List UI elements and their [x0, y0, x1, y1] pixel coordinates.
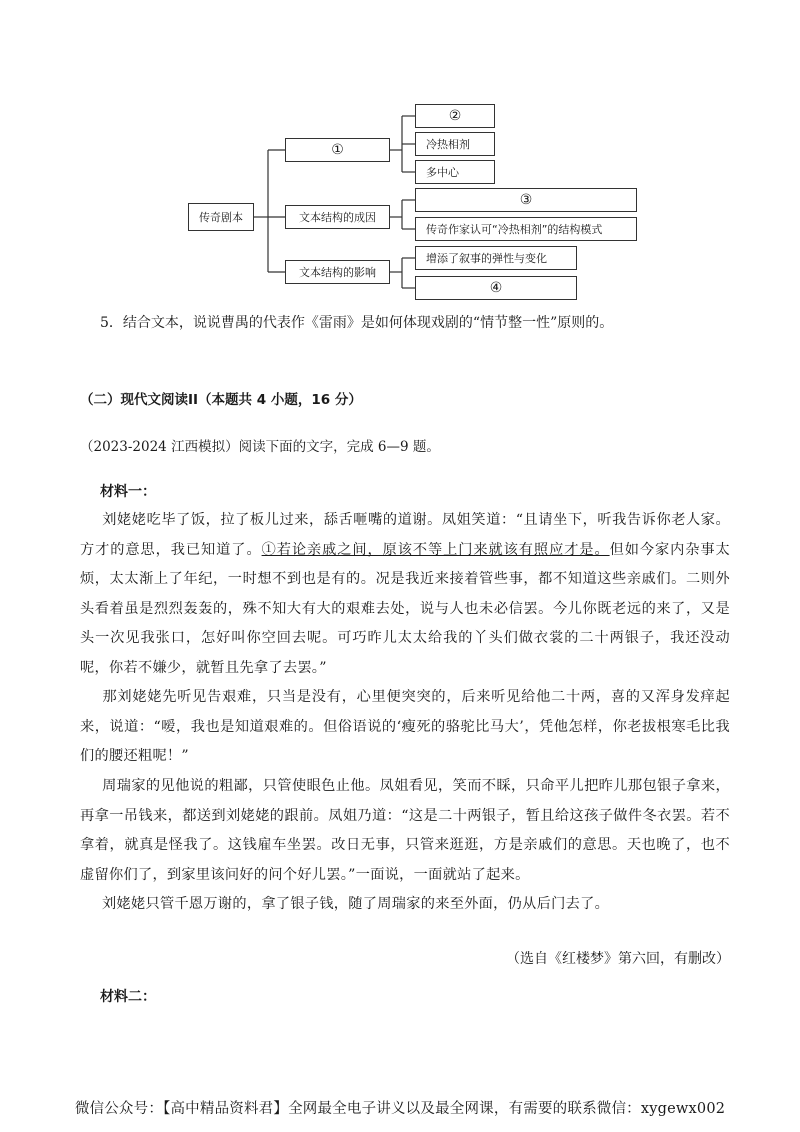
paragraph-2-text: 那刘姥姥先听见告艰难，只当是没有，心里便突突的，后来听见给他二十两，喜的又浑身发痒起来，说道：“嗳，我也是知道艰难的。但俗语说的‘瘦死的骆驼比马大’，凭他怎样，你老拔根寒毛比我们的腰还粗呢！”: [80, 689, 730, 764]
diagram-leaf-b1-1: ②: [415, 104, 495, 128]
question-5: 5．结合文本，说说曹禺的代表作《雷雨》是如何体现戏剧的“情节整一性”原则的。: [100, 315, 614, 331]
paragraph-3: [80, 772, 730, 890]
paragraph-4-text: 刘姥姥只管千恩万谢的，拿了银子钱，随了周瑞家的来至外面，仍从后门去了。: [102, 896, 610, 912]
diagram-branch-1: ①: [285, 138, 390, 162]
diagram-leaf-b1-3: 多中心: [415, 160, 495, 184]
paragraph-2: [80, 683, 730, 772]
material-2-label: 材料二：: [100, 989, 156, 1005]
material-1-label: 材料一：: [100, 484, 156, 500]
footer-watermark: 微信公众号：【高中精品资料君】全网最全电子讲义以及最全网课，有需要的联系微信：xygewx002: [74, 1101, 726, 1117]
paragraph-1: [80, 506, 730, 683]
structure-diagram: [0, 0, 800, 310]
diagram-leaf-b3-1: 增添了叙事的弹性与变化: [415, 246, 577, 270]
diagram-root: 传奇剧本: [188, 203, 254, 231]
citation: （选自《红楼梦》第六回，有删改）: [506, 951, 730, 967]
paragraph-4: [80, 890, 730, 920]
section-heading: （二）现代文阅读II（本题共 4 小题，16 分）: [80, 392, 362, 408]
diagram-leaf-b2-2: 传奇作家认可“冷热相剂”的结构模式: [415, 217, 637, 241]
diagram-branch-2: 文本结构的成因: [285, 205, 390, 229]
paragraph-1-end: 但如今家内杂事太烦，太太渐上了年纪，一时想不到也是有的。况是我近来接着管些事，都不知道这些亲戚们。二则外头看着虽是烈烈轰轰的，殊不知大有大的艰难去处，说与人也未必信罢。今儿你既老远的来了，又是头一次见我张口，怎好叫你空回去呢。可巧昨儿太太给我的丫头们做衣裳的二十两银子，我还没动呢，你若不嫌少，就暂且先拿了去罢。”: [80, 541, 730, 676]
section-source: （2023-2024 江西模拟）阅读下面的文字，完成 6—9 题。: [80, 439, 440, 455]
paragraph-3-text: 周瑞家的见他说的粗鄙，只管使眼色止他。凤姐看见，笑而不睬，只命平儿把昨儿那包银子拿来，再拿一吊钱来，都送到刘姥姥的跟前。凤姐乃道：“这是二十两银子，暂且给这孩子做件冬衣罢。若不拿着，就真是怪我了。这钱雇车坐罢。改日无事，只管来逛逛，方是亲戚们的意思。天也晚了，也不虚留你们了，到家里该问好的问个好儿罢。”一面说，一面就站了起来。: [80, 778, 730, 883]
diagram-leaf-b2-1: ③: [415, 188, 637, 212]
diagram-branch-3: 文本结构的影响: [285, 260, 390, 284]
underlined-sentence: ①若论亲戚之间，原该不等上门来就该有照应才是。: [261, 541, 610, 558]
diagram-leaf-b3-2: ④: [415, 276, 577, 300]
diagram-leaf-b1-2: 冷热相剂: [415, 132, 495, 156]
paragraph-1-start: 刘姥姥吃毕了饭，拉了板儿过来，舔舌咂嘴的道谢。凤姐笑道：“且请坐下，听我告诉你老人家。方才的意思，我已知道了。: [80, 512, 730, 558]
